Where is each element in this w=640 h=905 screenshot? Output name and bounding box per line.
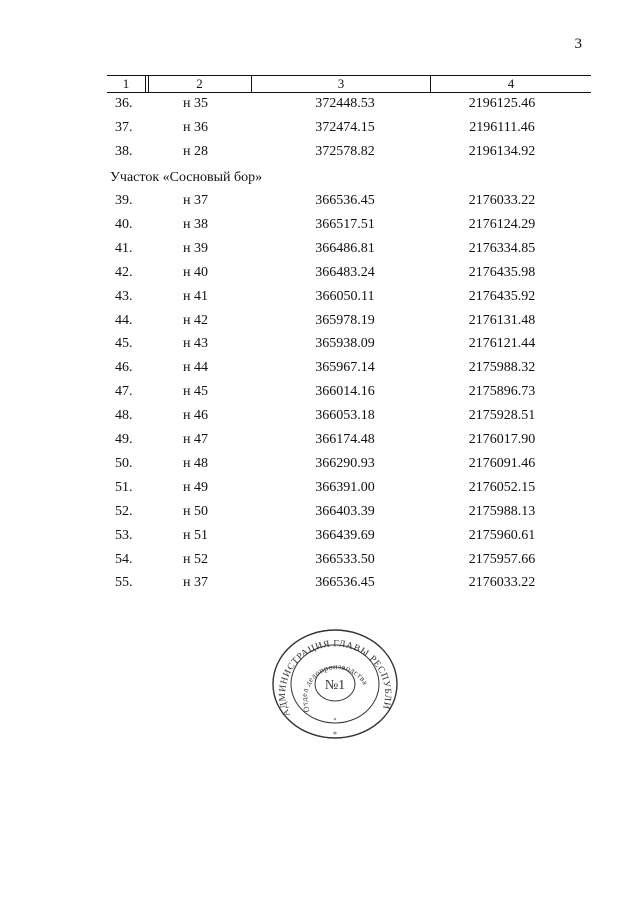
point-id: н 52 — [183, 552, 208, 567]
row-number: 39. — [115, 193, 133, 208]
x-coordinate: 365967.14 — [315, 360, 375, 375]
table-row — [0, 431, 640, 449]
point-id: н 37 — [183, 193, 208, 208]
y-coordinate: 2175960.61 — [468, 528, 536, 543]
y-coordinate: 2196134.92 — [468, 144, 536, 159]
row-number: 47. — [115, 384, 133, 399]
x-coordinate: 372474.15 — [315, 120, 375, 135]
y-coordinate: 2196125.46 — [468, 96, 536, 111]
row-number: 45. — [115, 336, 133, 351]
point-id: н 45 — [183, 384, 208, 399]
row-number: 52. — [115, 504, 133, 519]
table-row — [0, 574, 640, 592]
header-col-1: 1 — [122, 76, 130, 91]
point-id: н 46 — [183, 408, 208, 423]
point-id: н 39 — [183, 241, 208, 256]
row-number: 38. — [115, 144, 133, 159]
table-row — [0, 335, 640, 353]
row-number: 41. — [115, 241, 133, 256]
x-coordinate: 366050.11 — [315, 289, 375, 304]
table-row — [0, 288, 640, 306]
header-col-4: 4 — [507, 76, 515, 91]
row-number: 54. — [115, 552, 133, 567]
y-coordinate: 2196111.46 — [469, 120, 535, 135]
svg-text:АДМИНИСТРАЦИЯ ГЛАВЫ РЕСПУБЛИКИ: АДМИНИСТРАЦИЯ ГЛАВЫ РЕСПУБЛИ — [277, 639, 393, 718]
svg-text:Отдел делопроизводства: Отдел делопроизводства — [299, 662, 371, 714]
y-coordinate: 2176435.98 — [468, 265, 536, 280]
x-coordinate: 365978.19 — [315, 313, 375, 328]
y-coordinate: 2176131.48 — [468, 313, 536, 328]
svg-text:№1: №1 — [324, 678, 346, 693]
row-number: 37. — [115, 120, 133, 135]
header-col-3: 3 — [337, 76, 345, 91]
table-row — [0, 479, 640, 497]
x-coordinate: 366290.93 — [315, 456, 375, 471]
point-id: н 44 — [183, 360, 208, 375]
y-coordinate: 2176334.85 — [468, 241, 536, 256]
row-number: 49. — [115, 432, 133, 447]
x-coordinate: 366483.24 — [315, 265, 375, 280]
point-id: н 43 — [183, 336, 208, 351]
row-number: 44. — [115, 313, 133, 328]
table-row — [0, 312, 640, 330]
table-row — [0, 359, 640, 377]
point-id: н 28 — [183, 144, 208, 159]
header-divider — [145, 76, 146, 92]
row-number: 50. — [115, 456, 133, 471]
row-number: 46. — [115, 360, 133, 375]
table-row — [0, 119, 640, 137]
table-row — [0, 240, 640, 258]
x-coordinate: 365938.09 — [315, 336, 375, 351]
row-number: 55. — [115, 575, 133, 590]
y-coordinate: 2175896.73 — [468, 384, 536, 399]
point-id: н 38 — [183, 217, 208, 232]
x-coordinate: 366536.45 — [315, 575, 375, 590]
y-coordinate: 2175928.51 — [468, 408, 536, 423]
table-row — [0, 264, 640, 282]
page-number: 3 — [574, 36, 582, 52]
table-row — [0, 503, 640, 521]
table-header — [107, 75, 591, 93]
y-coordinate: 2175988.32 — [468, 360, 536, 375]
y-coordinate: 2176121.44 — [468, 336, 536, 351]
point-id: н 47 — [183, 432, 208, 447]
table-row — [0, 455, 640, 473]
row-number: 53. — [115, 528, 133, 543]
x-coordinate: 366439.69 — [315, 528, 375, 543]
y-coordinate: 2176033.22 — [468, 193, 536, 208]
x-coordinate: 366391.00 — [315, 480, 375, 495]
x-coordinate: 372448.53 — [315, 96, 375, 111]
x-coordinate: 366014.16 — [315, 384, 375, 399]
table-row — [0, 527, 640, 545]
point-id: н 42 — [183, 313, 208, 328]
svg-text:*: * — [333, 718, 337, 724]
table-row — [0, 216, 640, 234]
table-row — [0, 192, 640, 210]
y-coordinate: 2176435.92 — [468, 289, 536, 304]
x-coordinate: 366536.45 — [315, 193, 375, 208]
point-id: н 48 — [183, 456, 208, 471]
y-coordinate: 2175957.66 — [468, 552, 536, 567]
x-coordinate: 366517.51 — [315, 217, 375, 232]
row-number: 43. — [115, 289, 133, 304]
table-row — [0, 143, 640, 161]
table-row — [0, 407, 640, 425]
x-coordinate: 372578.82 — [315, 144, 375, 159]
point-id: н 41 — [183, 289, 208, 304]
y-coordinate: 2176052.15 — [468, 480, 536, 495]
table-row — [0, 95, 640, 113]
x-coordinate: 366533.50 — [315, 552, 375, 567]
y-coordinate: 2175988.13 — [468, 504, 536, 519]
row-number: 36. — [115, 96, 133, 111]
y-coordinate: 2176124.29 — [468, 217, 536, 232]
y-coordinate: 2176033.22 — [468, 575, 536, 590]
row-number: 51. — [115, 480, 133, 495]
table-row — [0, 551, 640, 569]
row-number: 48. — [115, 408, 133, 423]
x-coordinate: 366053.18 — [315, 408, 375, 423]
svg-text:*: * — [333, 730, 337, 739]
point-id: н 50 — [183, 504, 208, 519]
point-id: н 35 — [183, 96, 208, 111]
y-coordinate: 2176017.90 — [468, 432, 536, 447]
official-seal — [270, 627, 400, 741]
point-id: н 51 — [183, 528, 208, 543]
row-number: 42. — [115, 265, 133, 280]
x-coordinate: 366486.81 — [315, 241, 375, 256]
point-id: н 37 — [183, 575, 208, 590]
row-number: 40. — [115, 217, 133, 232]
section-title: Участок «Сосновый бор» — [110, 170, 263, 185]
x-coordinate: 366403.39 — [315, 504, 375, 519]
point-id: н 40 — [183, 265, 208, 280]
y-coordinate: 2176091.46 — [468, 456, 536, 471]
table-row — [0, 383, 640, 401]
point-id: н 49 — [183, 480, 208, 495]
point-id: н 36 — [183, 120, 208, 135]
x-coordinate: 366174.48 — [315, 432, 375, 447]
header-col-2: 2 — [196, 76, 203, 91]
